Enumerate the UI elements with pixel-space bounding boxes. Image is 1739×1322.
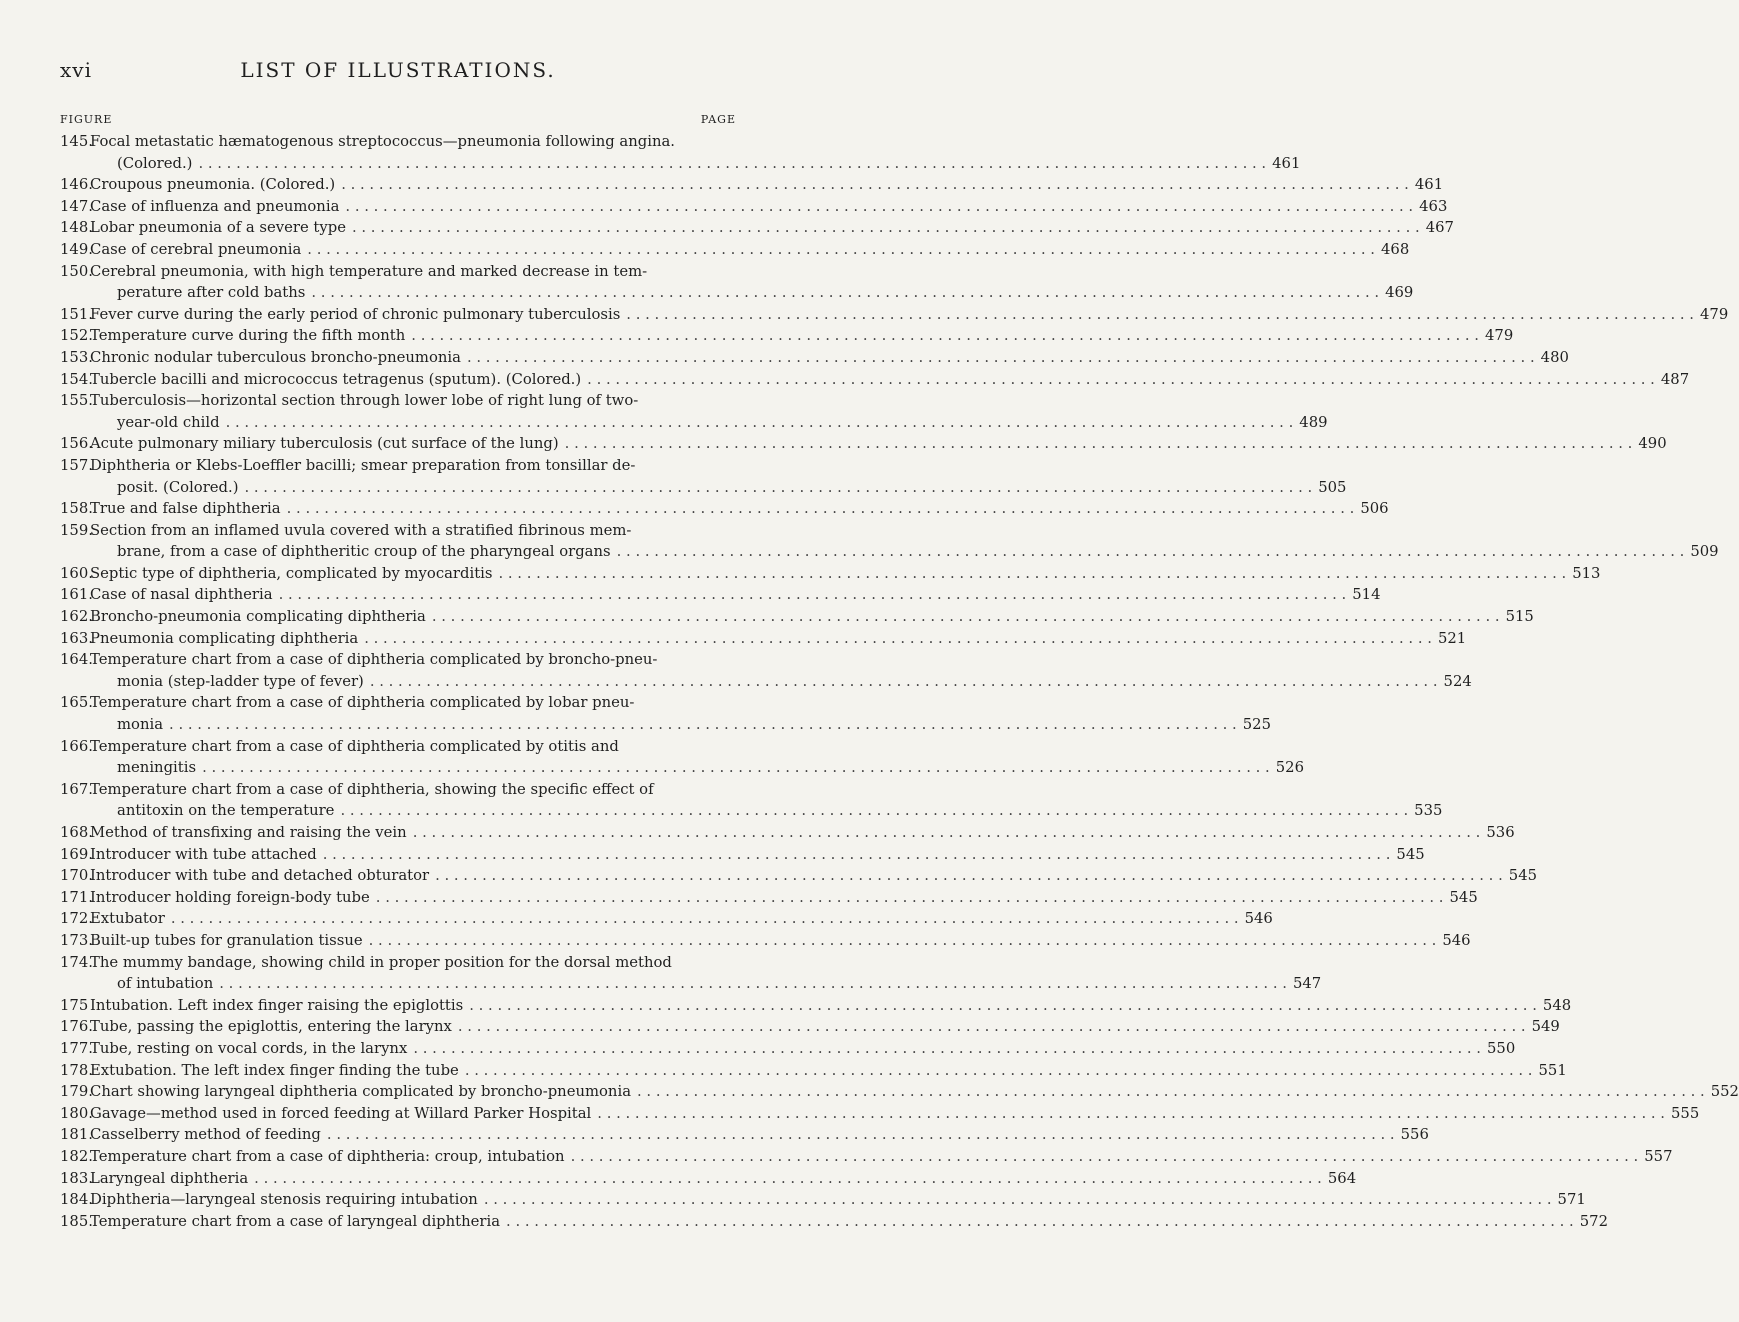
- figure-number: 160.: [60, 564, 93, 582]
- entry-line: [60, 671, 1472, 693]
- figure-caption: brane, from a case of diphtheritic croup of the pharyngeal organs: [117, 543, 611, 561]
- entry-line: [60, 952, 736, 974]
- page-reference: 509: [1690, 543, 1719, 561]
- figure-number: 159.: [60, 521, 93, 539]
- figure-caption: Diphtheria or Klebs-Loeffler bacilli; smear preparation from tonsillar de-: [90, 456, 636, 474]
- entry-line: [60, 477, 1347, 499]
- page-reference: 505: [1318, 478, 1347, 496]
- figure-caption: Temperature chart from a case of diphtheria complicated by otitis and: [90, 737, 619, 755]
- dot-leader: [506, 1211, 1574, 1233]
- entry-line: [60, 908, 1273, 930]
- list-item: [60, 1211, 1608, 1233]
- figure-caption: perature after cold baths: [117, 284, 306, 302]
- entry-line: [60, 584, 1381, 606]
- figure-number: 158.: [60, 500, 93, 518]
- dot-leader: [458, 1016, 1526, 1038]
- figure-number: 177.: [60, 1039, 93, 1057]
- figure-number: 151.: [60, 305, 93, 323]
- page-reference: 468: [1380, 240, 1410, 258]
- figure-number: 153.: [60, 348, 93, 366]
- list-item: [60, 1038, 1516, 1060]
- entry-line: [60, 1038, 1516, 1060]
- figure-number: 174.: [60, 953, 93, 971]
- list-item: [60, 1103, 1700, 1125]
- entry-line: [60, 1124, 1429, 1146]
- list-item: [60, 628, 1467, 650]
- figure-number: 173.: [60, 931, 93, 949]
- page-reference: 480: [1540, 348, 1569, 366]
- figure-caption: Focal metastatic hæmatogenous streptococcus—pneumonia following angina.: [90, 133, 676, 150]
- entry-line: [60, 131, 736, 153]
- list-item: [60, 844, 1425, 866]
- page-reference: 556: [1400, 1126, 1429, 1144]
- figure-number: 165.: [60, 694, 93, 712]
- dot-leader: [219, 973, 1287, 995]
- entry-line: [60, 736, 736, 758]
- page-reference: 555: [1670, 1104, 1700, 1122]
- list-item: [60, 325, 1514, 347]
- page-header: [60, 58, 736, 88]
- entry-line: [60, 1189, 1586, 1211]
- figure-number: 181.: [60, 1126, 93, 1144]
- figure-number: 179.: [60, 1083, 93, 1101]
- figure-number: 184.: [60, 1191, 93, 1209]
- entry-line: [60, 714, 1271, 736]
- dot-leader: [327, 1124, 1395, 1146]
- figure-caption: Gavage—method used in forced feeding at Willard Parker Hospital: [90, 1104, 592, 1122]
- list-item: [60, 369, 1690, 391]
- entry-line: [60, 995, 1572, 1017]
- figure-number: 180.: [60, 1104, 93, 1122]
- entry-line: [60, 1211, 1608, 1233]
- running-title: LIST OF ILLUSTRATIONS.: [240, 58, 556, 82]
- figure-number: 169.: [60, 845, 93, 863]
- list-item: [60, 584, 1381, 606]
- entry-line: [60, 1081, 1739, 1103]
- list-item: [60, 261, 1414, 304]
- page-reference: 463: [1419, 197, 1448, 215]
- list-item: [60, 887, 1478, 909]
- entry-line: [60, 628, 1467, 650]
- figure-caption: Croupous pneumonia. (Colored.): [90, 176, 336, 194]
- figure-number: 162.: [60, 608, 93, 626]
- list-item: [60, 196, 1448, 218]
- list-item: [60, 433, 1667, 455]
- dot-leader: [254, 1168, 1322, 1190]
- figure-number: 175: [60, 996, 89, 1014]
- figure-number: 185.: [60, 1212, 93, 1230]
- figure-caption: Case of influenza and pneumonia: [90, 197, 340, 215]
- entry-line: [60, 865, 1538, 887]
- page-reference: 526: [1275, 759, 1305, 777]
- list-item: [60, 498, 1389, 520]
- figure-number: 167.: [60, 780, 93, 798]
- figure-caption: Temperature chart from a case of diphtheria complicated by lobar pneu-: [90, 694, 635, 712]
- page-reference: 550: [1487, 1039, 1516, 1057]
- page-reference: 490: [1638, 435, 1667, 453]
- figure-caption: meningitis: [117, 759, 197, 777]
- figure-caption: Acute pulmonary miliary tuberculosis (cut surface of the lung): [90, 435, 559, 453]
- entry-line: [60, 520, 736, 542]
- list-item: [60, 606, 1534, 628]
- list-item: [60, 908, 1273, 930]
- figure-caption: Diphtheria—laryngeal stenosis requiring intubation: [90, 1191, 478, 1209]
- entry-line: [60, 800, 1443, 822]
- entry-line: [60, 973, 1322, 995]
- page-reference: 524: [1443, 672, 1472, 690]
- dot-leader: [435, 865, 1503, 887]
- entry-line: [60, 930, 1471, 952]
- page-reference: 514: [1352, 586, 1381, 604]
- figure-caption: True and false diphtheria: [90, 500, 281, 518]
- dot-leader: [411, 325, 1479, 347]
- list-item: [60, 563, 1601, 585]
- dot-leader: [571, 1146, 1639, 1168]
- entry-line: [60, 239, 1410, 261]
- page-reference: 551: [1538, 1061, 1567, 1079]
- dot-leader: [226, 412, 1294, 434]
- page-reference: 513: [1572, 564, 1601, 582]
- list-item: [60, 822, 1515, 844]
- page-reference: 479: [1484, 327, 1514, 345]
- dot-leader: [617, 541, 1685, 563]
- page-reference: 564: [1327, 1169, 1357, 1187]
- dot-leader: [202, 757, 1270, 779]
- list-item: [60, 1016, 1560, 1038]
- entry-line: [60, 412, 1328, 434]
- figure-caption: Temperature chart from a case of diphtheria, showing the specific effect of: [90, 780, 654, 798]
- entry-line: [60, 282, 1414, 304]
- entry-line: [60, 779, 736, 801]
- figure-number: 154.: [60, 370, 93, 388]
- dot-leader: [352, 217, 1420, 239]
- dot-leader: [198, 153, 1266, 175]
- list-item: [60, 347, 1569, 369]
- list-item: [60, 455, 1347, 498]
- figure-caption: Case of nasal diphtheria: [90, 586, 273, 604]
- figure-number: 156.: [60, 435, 93, 453]
- page-reference: 545: [1396, 845, 1425, 863]
- figure-caption: Introducer with tube and detached obturator: [90, 867, 430, 885]
- page-reference: 461: [1272, 154, 1301, 172]
- entry-line: [60, 887, 1478, 909]
- figure-caption: Lobar pneumonia of a severe type: [90, 219, 346, 237]
- figure-number: 172.: [60, 910, 93, 928]
- list-item: [60, 1081, 1739, 1103]
- illustration-list: [60, 131, 1739, 1232]
- page-reference: 461: [1414, 176, 1444, 194]
- entry-line: [60, 261, 736, 283]
- page-reference: 572: [1579, 1212, 1608, 1230]
- figure-caption: Broncho-pneumonia complicating diphtheria: [90, 608, 426, 626]
- entry-line: [60, 304, 1729, 326]
- dot-leader: [413, 822, 1481, 844]
- dot-leader: [345, 196, 1413, 218]
- figure-caption: Extubation. The left index finger finding the tube: [90, 1061, 459, 1079]
- list-item: [60, 217, 1454, 239]
- list-item: [60, 239, 1410, 261]
- entry-line: [60, 822, 1515, 844]
- dot-leader: [341, 174, 1409, 196]
- dot-leader: [340, 800, 1408, 822]
- figure-caption: Introducer holding foreign-body tube: [90, 888, 370, 906]
- figure-caption: Temperature curve during the fifth month: [90, 327, 406, 345]
- figure-caption: Tube, resting on vocal cords, in the larynx: [90, 1039, 408, 1057]
- figure-number: 176.: [60, 1018, 93, 1036]
- entry-line: [60, 606, 1534, 628]
- entry-line: [60, 153, 1301, 175]
- list-item: [60, 1168, 1357, 1190]
- figure-number: 147.: [60, 197, 93, 215]
- figure-caption: Built-up tubes for granulation tissue: [90, 931, 363, 949]
- dot-leader: [370, 671, 1438, 693]
- figure-number: 152.: [60, 327, 93, 345]
- entry-line: [60, 563, 1601, 585]
- list-item: [60, 649, 1472, 692]
- figure-number: 163.: [60, 629, 93, 647]
- figure-caption: Chart showing laryngeal diphtheria complicated by broncho-pneumonia: [90, 1083, 632, 1101]
- page-reference: 557: [1644, 1147, 1673, 1165]
- figure-caption: Chronic nodular tuberculous broncho-pneumonia: [90, 348, 461, 366]
- dot-leader: [637, 1081, 1705, 1103]
- figure-number: 170.: [60, 867, 93, 885]
- figure-caption: The mummy bandage, showing child in proper position for the dorsal method: [90, 953, 672, 971]
- dot-leader: [323, 844, 1391, 866]
- figure-number: 157.: [60, 456, 93, 474]
- figure-number: 145.: [60, 133, 93, 150]
- list-item: [60, 865, 1538, 887]
- figure-caption: Temperature chart from a case of diphtheria complicated by broncho-pneu-: [90, 651, 658, 669]
- entry-line: [60, 1060, 1567, 1082]
- dot-leader: [465, 1060, 1533, 1082]
- figure-number: 166.: [60, 737, 93, 755]
- entry-line: [60, 541, 1719, 563]
- figure-caption: Tuberculosis—horizontal section through lower lobe of right lung of two-: [90, 392, 639, 410]
- entry-line: [60, 1146, 1673, 1168]
- page-reference: 487: [1660, 370, 1690, 388]
- dot-leader: [484, 1189, 1552, 1211]
- dot-leader: [597, 1103, 1665, 1125]
- figure-number: 161.: [60, 586, 93, 604]
- page-reference: 548: [1542, 996, 1572, 1014]
- dot-leader: [171, 908, 1239, 930]
- figure-caption: Introducer with tube attached: [90, 845, 317, 863]
- page-reference: 545: [1449, 888, 1478, 906]
- figure-caption: Section from an inflamed uvula covered with a stratified fibrinous mem-: [90, 521, 632, 539]
- list-item: [60, 995, 1572, 1017]
- dot-leader: [311, 282, 1379, 304]
- figure-number: 182.: [60, 1147, 93, 1165]
- figure-caption: monia (step-ladder type of fever): [117, 672, 364, 690]
- figure-number: 149.: [60, 240, 93, 258]
- dot-leader: [469, 995, 1537, 1017]
- figure-column-heading: FIGURE: [60, 113, 113, 126]
- page-reference: 506: [1360, 500, 1389, 518]
- page-reference: 479: [1700, 305, 1729, 323]
- figure-caption: Laryngeal diphtheria: [90, 1169, 249, 1187]
- page-reference: 469: [1385, 284, 1414, 302]
- figure-caption: Fever curve during the early period of chronic pulmonary tuberculosis: [90, 305, 621, 323]
- figure-number: 148.: [60, 219, 93, 237]
- entry-line: [60, 1016, 1560, 1038]
- dot-leader: [587, 369, 1655, 391]
- list-item: [60, 1189, 1586, 1211]
- figure-number: 146.: [60, 176, 93, 194]
- column-headings: [60, 113, 736, 129]
- list-item: [60, 1146, 1673, 1168]
- entry-line: [60, 369, 1690, 391]
- figure-caption: Septic type of diphtheria, complicated by myocarditis: [90, 564, 493, 582]
- dot-leader: [169, 714, 1237, 736]
- page-reference: 525: [1242, 716, 1271, 734]
- list-item: [60, 1124, 1429, 1146]
- figure-number: 168.: [60, 824, 93, 841]
- entry-line: [60, 433, 1667, 455]
- entry-line: [60, 196, 1448, 218]
- entry-line: [60, 347, 1569, 369]
- list-item: [60, 174, 1444, 196]
- entry-line: [60, 1103, 1700, 1125]
- list-item: [60, 930, 1471, 952]
- dot-leader: [369, 930, 1437, 952]
- figure-caption: year-old child: [117, 413, 220, 431]
- page-reference: 549: [1531, 1018, 1560, 1036]
- page-reference: 515: [1505, 608, 1534, 626]
- page-reference: 552: [1710, 1083, 1739, 1101]
- page-reference: 521: [1437, 629, 1467, 647]
- page-reference: 535: [1414, 802, 1443, 820]
- list-item: [60, 520, 1719, 563]
- page-number: xvi: [60, 58, 92, 82]
- entry-line: [60, 844, 1425, 866]
- figure-caption: Tubercle bacilli and micrococcus tetragenus (sputum). (Colored.): [90, 370, 582, 388]
- figure-caption: of intubation: [117, 975, 214, 993]
- entry-line: [60, 692, 736, 714]
- figure-caption: Casselberry method of feeding: [90, 1126, 321, 1144]
- figure-caption: Extubator: [90, 910, 165, 928]
- entry-line: [60, 455, 736, 477]
- entry-line: [60, 1168, 1357, 1190]
- figure-caption: Intubation. Left index finger raising the epiglottis: [90, 996, 464, 1014]
- figure-number: 155.: [60, 392, 93, 410]
- entry-line: [60, 390, 736, 412]
- figure-caption: Cerebral pneumonia, with high temperature and marked decrease in tem-: [90, 262, 648, 280]
- page-reference: 545: [1508, 867, 1538, 885]
- page-reference: 546: [1442, 931, 1471, 949]
- figure-caption: Temperature chart from a case of laryngeal diphtheria: [90, 1212, 501, 1230]
- figure-caption: Case of cerebral pneumonia: [90, 240, 302, 258]
- dot-leader: [364, 628, 1432, 650]
- list-item: [60, 1060, 1567, 1082]
- figure-caption: antitoxin on the temperature: [117, 802, 335, 820]
- dot-leader: [626, 304, 1694, 326]
- list-item: [60, 692, 1271, 735]
- page-reference: 546: [1244, 910, 1273, 928]
- page-reference: 489: [1299, 413, 1328, 431]
- figure-number: 183.: [60, 1169, 93, 1187]
- list-item: [60, 131, 1301, 174]
- page-column-heading: PAGE: [700, 113, 736, 126]
- entry-line: [60, 649, 736, 671]
- dot-leader: [244, 477, 1312, 499]
- figure-caption: monia: [117, 716, 164, 734]
- list-item: [60, 736, 1305, 779]
- list-item: [60, 390, 1328, 433]
- page-reference: 467: [1425, 219, 1454, 237]
- dot-leader: [413, 1038, 1481, 1060]
- figure-number: 164.: [60, 651, 93, 669]
- figure-caption: Method of transfixing and raising the vein: [90, 824, 407, 841]
- entry-line: [60, 217, 1454, 239]
- figure-caption: Pneumonia complicating diphtheria: [90, 629, 359, 647]
- dot-leader: [287, 498, 1355, 520]
- figure-caption: Tube, passing the epiglottis, entering the larynx: [90, 1018, 452, 1036]
- entry-line: [60, 325, 1514, 347]
- list-item: [60, 779, 1443, 822]
- dot-leader: [307, 239, 1375, 261]
- figure-caption: Temperature chart from a case of diphtheria: croup, intubation: [90, 1147, 565, 1165]
- entry-line: [60, 498, 1389, 520]
- page-reference: 571: [1557, 1191, 1586, 1209]
- dot-leader: [279, 584, 1347, 606]
- figure-caption: (Colored.): [117, 154, 193, 172]
- dot-leader: [467, 347, 1535, 369]
- page-reference: 547: [1292, 975, 1322, 993]
- dot-leader: [376, 887, 1444, 909]
- list-item: [60, 952, 1322, 995]
- figure-number: 171.: [60, 888, 93, 906]
- entry-line: [60, 757, 1305, 779]
- list-item: [60, 304, 1729, 326]
- dot-leader: [432, 606, 1500, 628]
- page-reference: 536: [1486, 824, 1515, 841]
- figure-number: 178.: [60, 1061, 93, 1079]
- entry-line: [60, 174, 1444, 196]
- figure-caption: posit. (Colored.): [117, 478, 239, 496]
- figure-number: 150.: [60, 262, 93, 280]
- dot-leader: [498, 563, 1566, 585]
- dot-leader: [565, 433, 1633, 455]
